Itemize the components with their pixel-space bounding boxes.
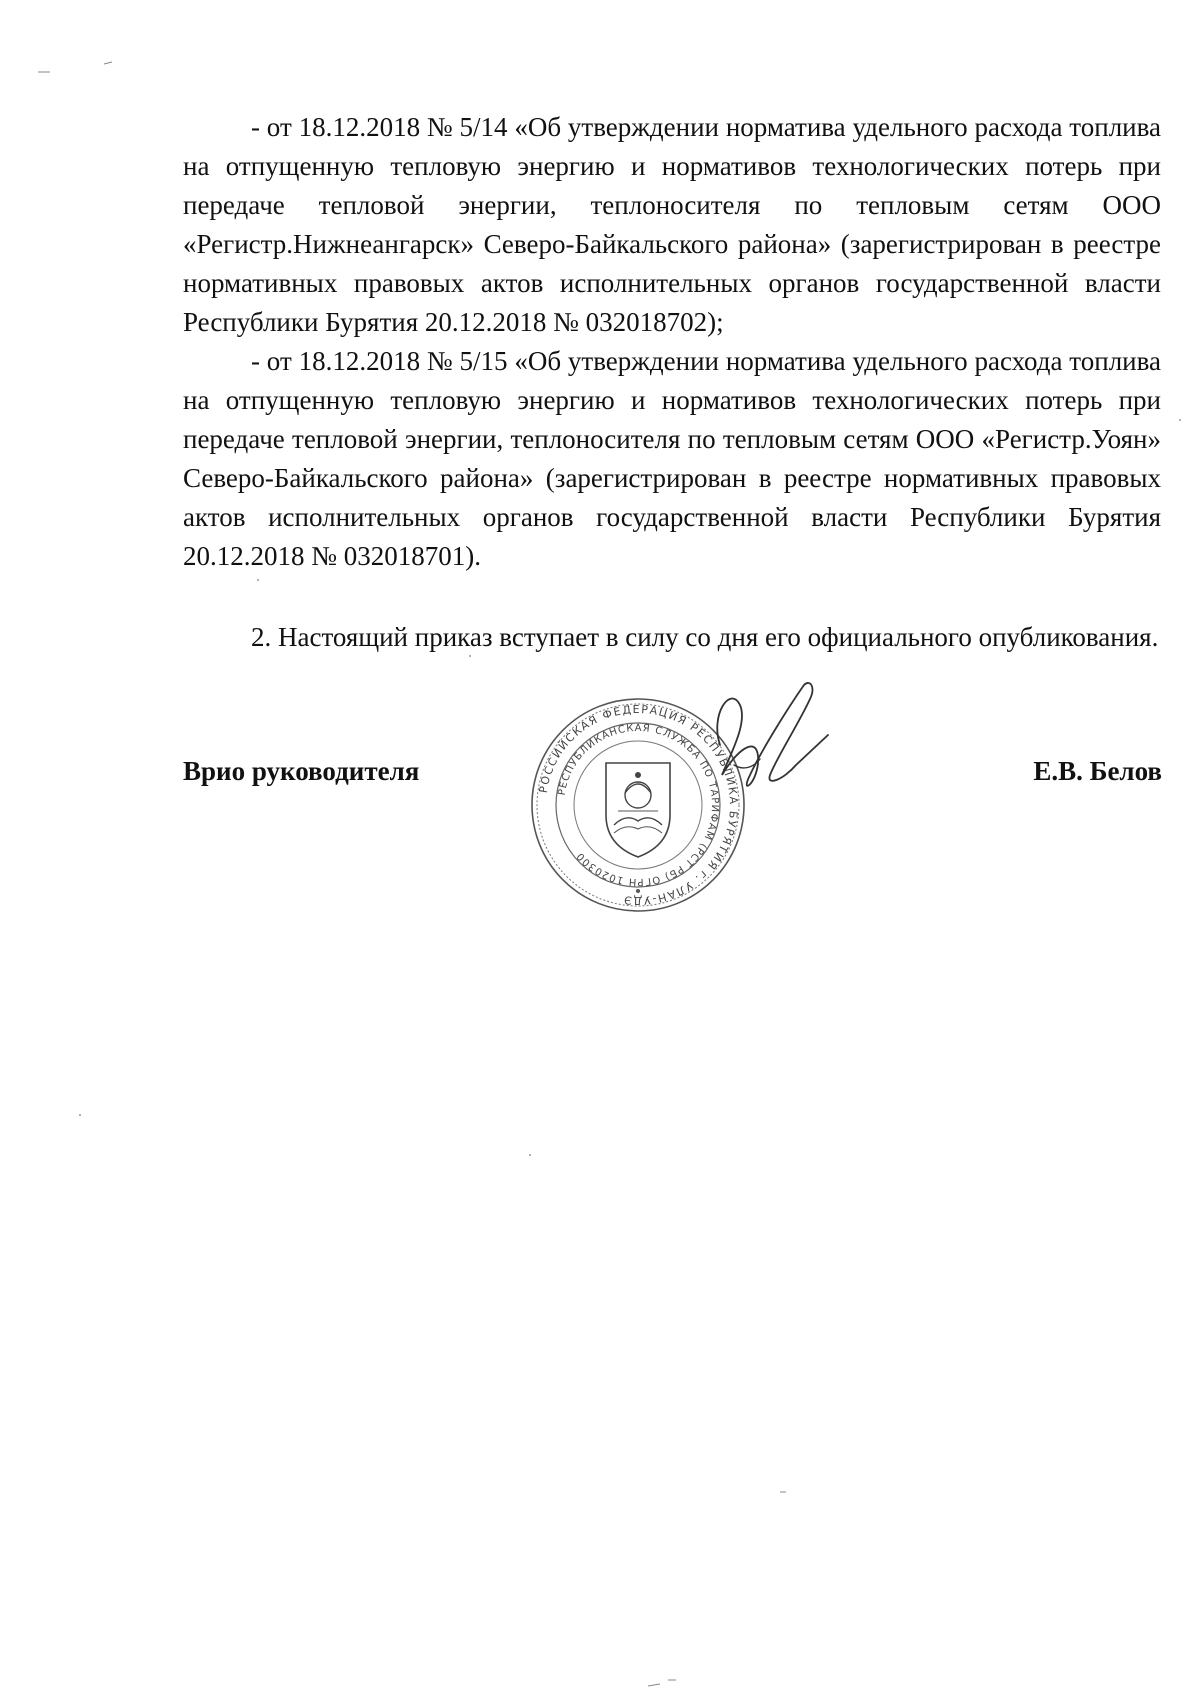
paragraph-effective-date: 2. Настоящий приказ вступает в силу со дня его официального опубликования.: [251, 622, 1159, 652]
seal-outer-text: РОССИЙСКАЯ ФЕДЕРАЦИЯ РЕСПУБЛИКА БУРЯТИЯ г. УЛАН-УДЭ: [536, 702, 741, 908]
paragraph-order-5-14: - от 18.12.2018 № 5/14 «Об утверждении норматива удельного расхода топлива на отпущенную тепловую энергию и нормативов технологических потерь при передаче тепловой энергии, теплоносителя по тепловым сетям ООО «Регистр.Нижнеангарск» Северо-Байкальского района» (зарегистрирован в реестре нормативных правовых актов исполнительных органов государственной власти Республики Бурятия 20.12.2018 № 032018702);: [183, 112, 1161, 337]
handwritten-signature-icon: [700, 675, 850, 835]
paragraph-order-5-15: - от 18.12.2018 № 5/15 «Об утверждении норматива удельного расхода топлива на отпущенную тепловую энергию и нормативов технологических потерь при передаче тепловой энергии, теплоносителя по тепловым сетям ООО «Регистр.Уоян» Северо-Байкальского района» (зарегистрирован в реестре нормативных правовых актов исполнительных органов государственной власти Республики Бурятия 20.12.2018 № 032018701).: [183, 346, 1161, 571]
coat-of-arms-icon: [606, 763, 670, 857]
signatory-name: Е.В. Белов: [1033, 756, 1162, 786]
signatory-title: Врио руководителя: [183, 756, 420, 786]
seal-inner-text: РЕСПУБЛИКАНСКАЯ СЛУЖБА ПО ТАРИФАМ (РСТ РБ) ОГРН 1020300: [556, 722, 721, 888]
svg-text:РЕСПУБЛИКАНСКАЯ СЛУЖБА ПО ТАРИ: [557, 723, 720, 887]
document-body: [183, 108, 1161, 657]
